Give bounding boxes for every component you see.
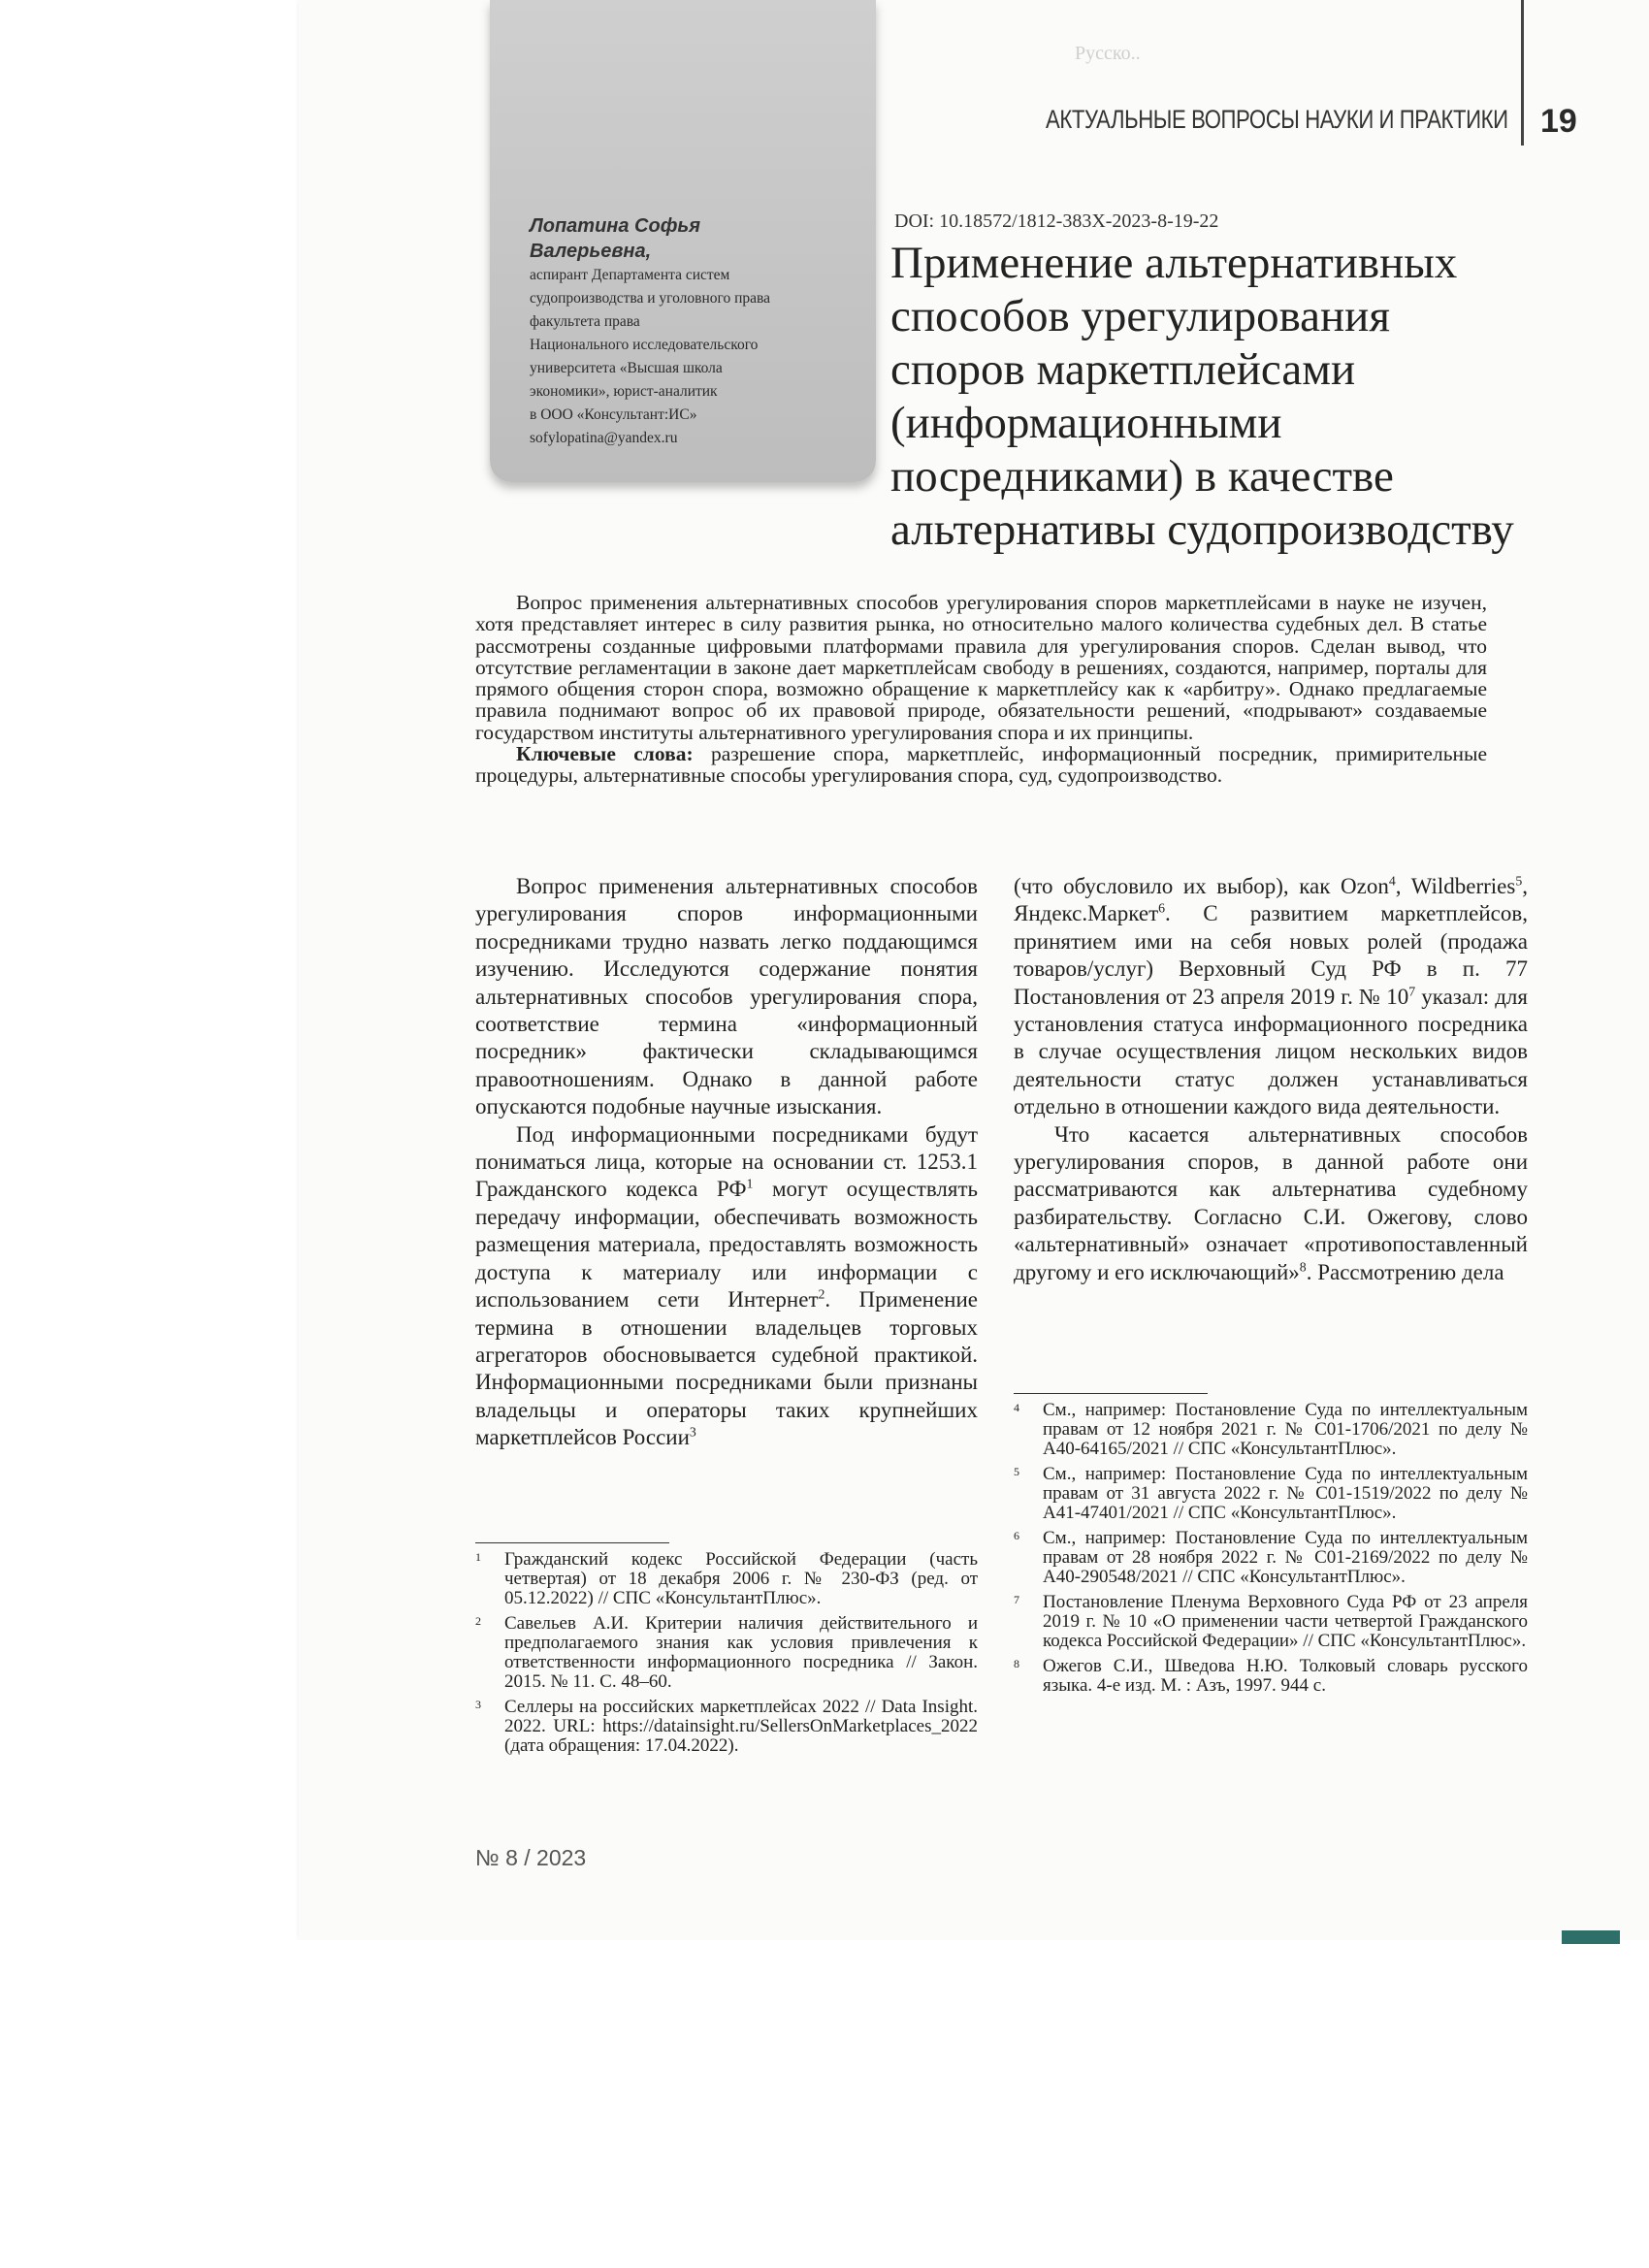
paragraph: [1014, 873, 1528, 1121]
footnote-number: 2: [475, 1614, 481, 1628]
pencil-note: Русско..: [1075, 43, 1141, 64]
text-run: . Применение термина в отношении владельцев торговых агрегаторов обосновывается судебной практикой. Информационными посредниками были признаны владельцы и операторы таких крупнейших маркетплейсов России: [475, 1287, 979, 1450]
header-rule: [1521, 0, 1524, 146]
footnote: [1014, 1657, 1528, 1696]
footnote-number: 8: [1014, 1657, 1019, 1670]
footnote-ref: 3: [689, 1424, 696, 1440]
footnote-text: Савельев А.И. Критерии наличия действительного и предполагаемого знания как условия привлечения к ответственности информационного посредника // Закон. 2015. № 11. С. 48–60.: [504, 1613, 978, 1692]
text-run: , Wildberries: [1395, 874, 1516, 898]
text-run: могут осуществлять передачу информации, обеспечивать возможность размещения материала, предоставлять возможность доступа к материалу или информации с использованием сети Интернет: [475, 1177, 978, 1312]
text-run: . С развитием маркетплейсов, принятием ими на себя новых ролей (продажа товаров/услуг) Верховный Суд РФ в п. 77 Постановления от 23 апреля 2019 г. № 10: [1014, 901, 1528, 1009]
title-line: посредниками) в качестве: [890, 451, 1394, 502]
abstract-text: Вопрос применения альтернативных способов урегулирования споров маркетплейсами в науке не изучен, хотя представляет интерес в силу развития рынка, но относительно малого количества судебных дел. В статье рассмотрены созданные цифровыми платформами правила для урегулирования споров. Сделан вывод, что отсутствие регламентации в законе дает маркетплейсам свободу в решениях, создаются, например, порталы для прямого общения сторон спора, возможно обращение к маркетплейсу как к «арбитру». Однако предлагаемые правила поднимают вопрос об их правовой природе, обязательности решений, «подрывают» создаваемые государством институты альтернативного урегулирования спора и их принципы.: [475, 591, 1487, 744]
footnote-text: Постановление Пленума Верховного Суда РФ от 23 апреля 2019 г. № 10 «О применении части четвертой Гражданского кодекса Российской Федерации» // СПС «КонсультантПлюс».: [1043, 1592, 1528, 1651]
title-line: Применение альтернативных: [890, 238, 1458, 288]
article-title: [890, 237, 1569, 557]
footnote: [475, 1550, 978, 1608]
author-name: Лопатина Софья Валерьевна,: [530, 215, 701, 262]
footnote: [1014, 1401, 1528, 1459]
author-line: аспирант Департамента систем: [530, 267, 730, 283]
footnote-ref: 2: [818, 1286, 825, 1302]
footnote-number: 7: [1014, 1593, 1019, 1606]
footnote-number: 1: [475, 1550, 481, 1564]
body-column-left: [475, 873, 978, 1452]
keywords: [475, 743, 1487, 787]
scan-margin: [0, 0, 299, 2268]
author-line: Национального исследовательского: [530, 337, 759, 353]
title-line: (информационными: [890, 398, 1282, 448]
text-run: , Яндекс.Маркет: [1014, 874, 1528, 926]
text-run: Под информационными посредниками будут пониматься лица, которые на основании ст. 1253.1 Гражданского кодекса РФ: [475, 1121, 978, 1202]
footnote: [475, 1698, 978, 1756]
text-run: Что касается альтернативных способов урегулирования споров, в данной работе они рассматриваются как альтернатива судебному разбирательству. Согласно С.И. Ожегову, слово «альтернативный» означает «противопоставленный другому и его исключающий»: [1014, 1121, 1528, 1284]
title-line: альтернативы судопроизводству: [890, 504, 1514, 555]
body-column-right: [1014, 873, 1528, 1286]
doi: DOI: 10.18572/1812-383X-2023-8-19-22: [894, 211, 1219, 232]
footnote-ref: 1: [746, 1176, 754, 1191]
footnote-number: 6: [1014, 1529, 1019, 1542]
abstract: [475, 592, 1487, 787]
footnote-rule: [1014, 1393, 1208, 1394]
footnote: [1014, 1465, 1528, 1523]
text-run: (что обусловило их выбор), как Ozon: [1014, 874, 1389, 898]
text-run: указал: для установления статуса информационного посредника в случае осуществления лицом нескольких видов деятельности статус должен устанавливаться отдельно в отношении каждого вида деятельности.: [1014, 984, 1528, 1119]
footnote-ref: 7: [1408, 983, 1416, 998]
page-number: 19: [1540, 103, 1577, 140]
keywords-text: разрешение спора, маркетплейс, информационный посредник, примирительные процедуры, альтернативные способы урегулирования спора, суд, судопроизводство.: [475, 742, 1487, 788]
issue-number: № 8 / 2023: [475, 1845, 587, 1870]
title-line: споров маркетплейсами: [890, 344, 1356, 395]
footnote-text: Селлеры на российских маркетплейсах 2022 // Data Insight. 2022. URL: https://datainsight.ru/SellersOnMarketplaces_2022 (дата обращения: 17.04.2022).: [504, 1697, 978, 1756]
footnote-text: См., например: Постановление Суда по интеллектуальным правам от 31 августа 2022 г. № С01-1519/2022 по делу № А41-47401/2021 // СПС «КонсультантПлюс».: [1043, 1464, 1528, 1523]
author-line: университета «Высшая школа: [530, 360, 723, 376]
footnote-text: См., например: Постановление Суда по интеллектуальным правам от 12 ноября 2021 г. № С01-1706/2021 по делу № А40-64165/2021 // СПС «КонсультантПлюс».: [1043, 1400, 1528, 1459]
author-email: sofylopatina@yandex.ru: [530, 430, 678, 446]
paragraph: [1014, 1121, 1528, 1286]
author-info: [530, 213, 821, 450]
scan-bottom-margin: [0, 1940, 1649, 2268]
paragraph: [475, 1121, 978, 1452]
author-line: судопроизводства и уголовного права: [530, 290, 771, 307]
paragraph: Вопрос применения альтернативных способов урегулирования споров информационными посредниками трудно назвать легко поддающимся изучению. Исследуются содержание понятия альтернативных способов урегулирования спора, соответствие термина «информационный посредник» фактически складывающимся правоотношениям. Однако в данной работе опускаются подобные научные изыскания.: [475, 874, 978, 1119]
footnote-ref: 4: [1388, 873, 1396, 889]
footnote-number: 4: [1014, 1401, 1019, 1414]
footnote-number: 5: [1014, 1465, 1019, 1478]
footnote-ref: 6: [1158, 900, 1166, 916]
author-line: экономики», юрист-аналитик: [530, 383, 718, 400]
footnotes-right: [1014, 1401, 1528, 1701]
footnote: [1014, 1593, 1528, 1651]
footnotes-left: [475, 1550, 978, 1762]
author-line: в ООО «Консультант:ИС»: [530, 406, 697, 423]
journal-section-title: АКТУАЛЬНЫЕ ВОПРОСЫ НАУКИ И ПРАКТИКИ: [1046, 105, 1508, 134]
footnote-ref: 5: [1515, 873, 1523, 889]
footnote-text: Ожегов С.И., Шведова Н.Ю. Толковый словарь русского языка. 4-е изд. М. : Азъ, 1997. 944 с.: [1043, 1656, 1528, 1696]
keywords-label: Ключевые слова:: [516, 742, 694, 766]
footnote: [1014, 1529, 1528, 1587]
footnote-ref: 8: [1299, 1259, 1307, 1275]
title-line: способов урегулирования: [890, 291, 1390, 341]
text-run: . Рассмотрению дела: [1306, 1259, 1504, 1284]
footnote: [475, 1614, 978, 1692]
footnote-number: 3: [475, 1698, 481, 1711]
footnote-text: См., например: Постановление Суда по интеллектуальным правам от 28 ноября 2022 г. № С01-2169/2022 по делу № А40-290548/2021 // СПС «КонсультантПлюс».: [1043, 1528, 1528, 1587]
footnote-text: Гражданский кодекс Российской Федерации (часть четвертая) от 18 декабря 2006 г. № 230-ФЗ (ред. от 05.12.2022) // СПС «КонсультантПлюс».: [504, 1549, 978, 1608]
page-edge: [1562, 1930, 1620, 1944]
footnote-rule: [475, 1542, 669, 1543]
author-line: факультета права: [530, 313, 640, 330]
